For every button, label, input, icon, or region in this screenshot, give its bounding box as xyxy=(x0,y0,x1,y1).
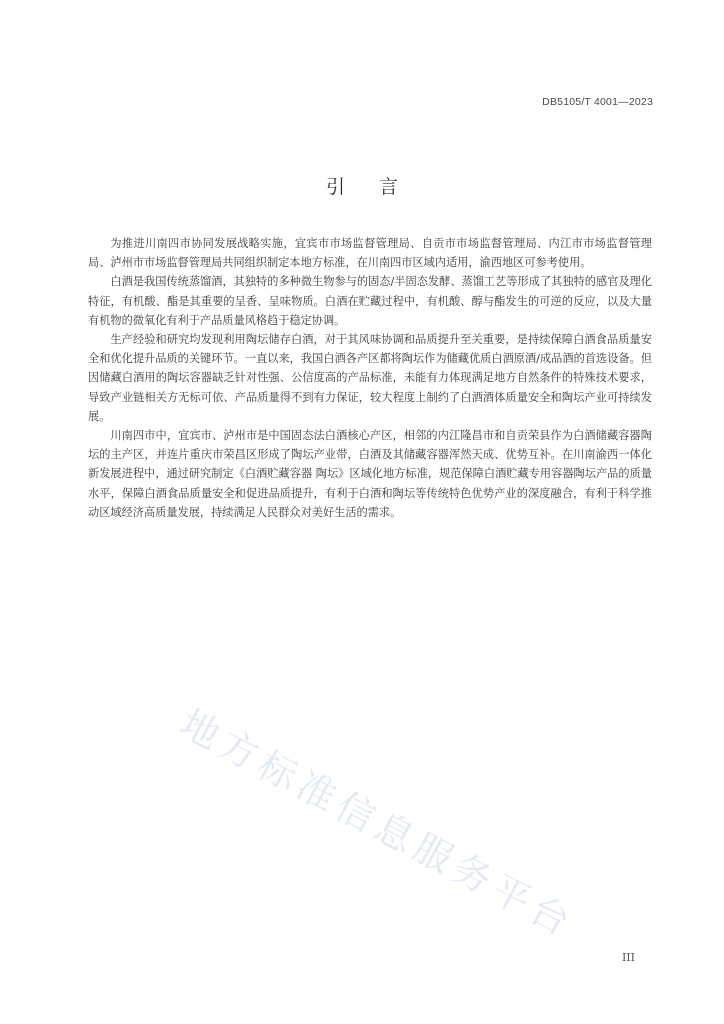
paragraph-1: 为推进川南四市协同发展战略实施，宜宾市市场监督管理局、自贡市市场监督管理局、内江市市场监督管理局、泸州市市场监督管理局共同组织制定本地方标准，在川南四市区域内适用，渝西地区可参考使用。 xyxy=(88,237,652,270)
paragraph-4: 川南四市中，宜宾市、泸州市是中国固态法白酒核心产区，相邻的内江隆昌市和自贡荣县作为白酒储藏容器陶坛的主产区，并连片重庆市荣昌区形成了陶坛产业带，白酒及其储藏容器浑然天成、优势互补。在川南渝西一体化新发展进程中，通过研究制定《白酒贮藏容器 陶坛》区域化地方标准，规范保障白酒贮藏专用容器陶坛产品的质量水平，保障白酒食品质量安全和促进品质提升，有利于白酒和陶坛等传统特色优势产业的深度融合，有利于科学推动区域经济高质量发展，持续满足人民群众对美好生活的需求。 xyxy=(88,429,652,519)
page-number: III xyxy=(621,951,635,964)
document-code: DB5105/T 4001—2023 xyxy=(542,96,653,108)
introduction-body xyxy=(88,234,652,522)
paragraph-3: 生产经验和研究均发现利用陶坛储存白酒，对于其风味协调和品质提升至关重要，是持续保障白酒食品质量安全和优化提升品质的关键环节。一直以来，我国白酒各产区都将陶坛作为储藏优质白酒原酒/成品酒的首选设备。但因储藏白酒用的陶坛容器缺乏针对性强、公信度高的产品标准，未能有力体现满足地方自然条件的特殊技术要求，导致产业链相关方无标可依、产品质量得不到有力保证，较大程度上制约了白酒酒体质量安全和陶坛产业可持续发展。 xyxy=(88,333,652,423)
page-title: 引言 xyxy=(325,176,432,198)
paragraph-2: 白酒是我国传统蒸馏酒，其独特的多种微生物参与的固态/半固态发酵、蒸馏工艺等形成了其独特的感官及理化特征，有机酸、酯是其重要的呈香、呈味物质。白酒在贮藏过程中，有机酸、醇与酯发生的可逆的反应，以及大量有机物的微氧化有利于产品质量风格趋于稳定协调。 xyxy=(88,275,652,327)
watermark: 地方标准信息服务平台 xyxy=(173,701,583,947)
